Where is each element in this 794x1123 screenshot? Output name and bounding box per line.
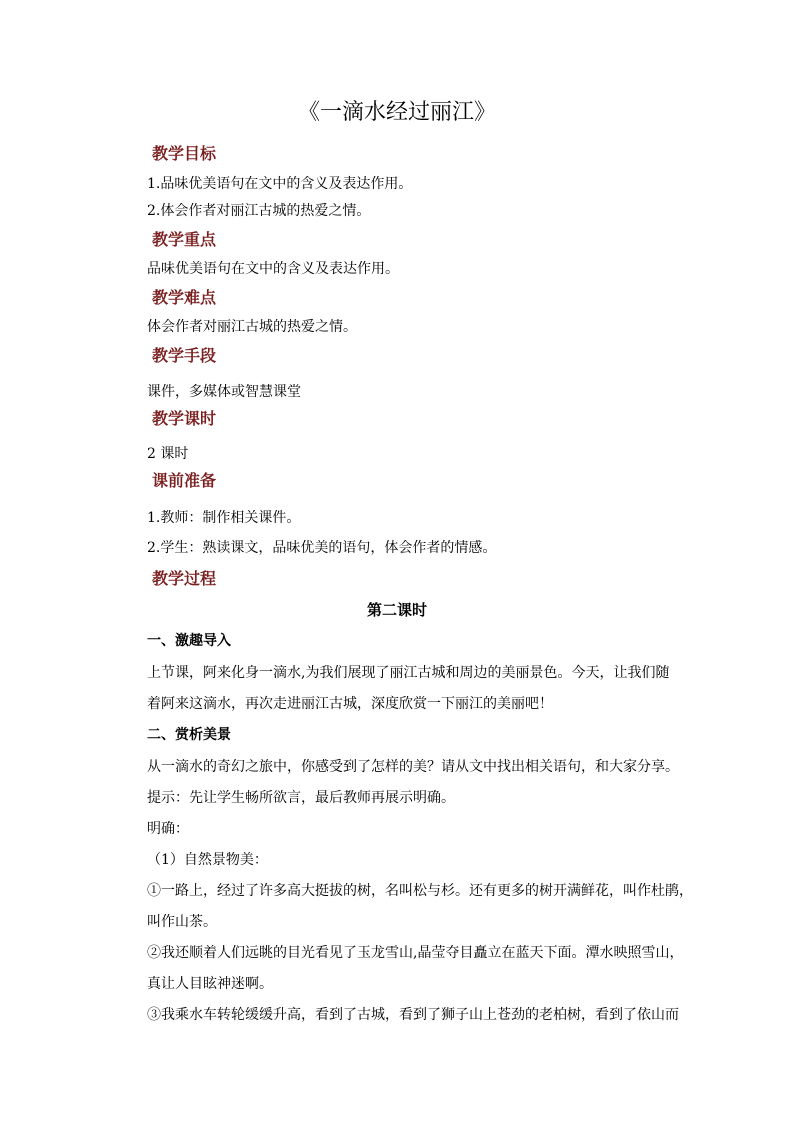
appreciation-line-1: 从一滴水的奇幻之旅中，你感受到了怎样的美？请从文中找出相关语句，和大家分享。 [147, 759, 679, 775]
heading-hours: 教学课时 [152, 409, 217, 428]
difficulties-text: 体会作者对丽江古城的热爱之情。 [147, 319, 357, 335]
heading-objectives: 教学目标 [152, 144, 217, 163]
preparation-item-2: 2.学生：熟读课文，品味优美的语句，体会作者的情感。 [147, 540, 497, 556]
methods-text: 课件，多媒体或智慧课堂 [147, 384, 301, 400]
section-title-intro: 一、激趣导入 [147, 633, 231, 649]
heading-methods: 教学手段 [152, 346, 217, 365]
intro-line-1: 上节课，阿来化身一滴水,为我们展现了丽江古城和周边的美丽景色。今天，让我们随 [147, 665, 670, 681]
appreciation-line-4: （1）自然景物美： [147, 852, 268, 868]
preparation-item-1: 1.教师：制作相关课件。 [147, 510, 301, 526]
appreciation-line-9: ③我乘水车转轮缓缓升高，看到了古城，看到了狮子山上苍劲的老柏树，看到了依山而 [147, 1007, 679, 1023]
document-title: 《一滴水经过丽江》 [297, 99, 496, 124]
objective-item-2: 2.体会作者对丽江古城的热爱之情。 [147, 203, 371, 219]
appreciation-line-3: 明确： [147, 821, 189, 837]
key-points-text: 品味优美语句在文中的含义及表达作用。 [147, 261, 399, 277]
heading-difficulties: 教学难点 [152, 288, 217, 307]
heading-key-points: 教学重点 [152, 230, 217, 249]
lesson-title: 第二课时 [366, 601, 427, 619]
appreciation-line-5: ①一路上，经过了许多高大挺拔的树，名叫松与杉。还有更多的树开满鲜花，叫作杜鹃， [147, 883, 693, 899]
hours-text: 2 课时 [147, 446, 189, 462]
heading-preparation: 课前准备 [152, 471, 217, 490]
appreciation-line-8: 真让人目眩神迷啊。 [147, 976, 273, 992]
appreciation-line-6: 叫作山茶。 [147, 914, 217, 930]
objective-item-1: 1.品味优美语句在文中的含义及表达作用。 [147, 176, 413, 192]
heading-process: 教学过程 [152, 569, 217, 588]
appreciation-line-2: 提示：先让学生畅所欲言，最后教师再展示明确。 [147, 790, 455, 806]
section-title-appreciation: 二、赏析美景 [147, 727, 231, 743]
intro-line-2: 着阿来这滴水，再次走进丽江古城，深度欣赏一下丽江的美丽吧！ [147, 696, 553, 712]
appreciation-line-7: ②我还顺着人们远眺的目光看见了玉龙雪山,晶莹夺目矗立在蓝天下面。潭水映照雪山， [147, 945, 684, 961]
